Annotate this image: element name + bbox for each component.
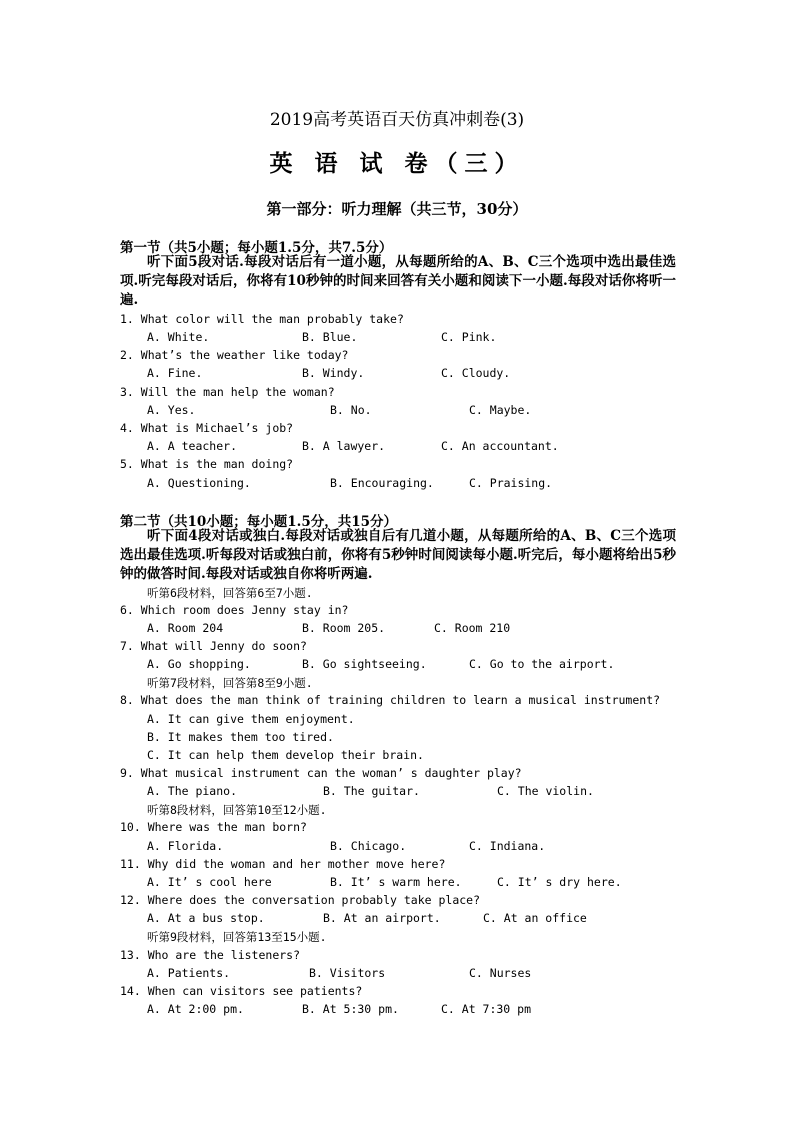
option-10a: A. Florida. xyxy=(147,839,224,853)
option-5b: B. Encouraging. xyxy=(330,476,434,490)
option-5a: A. Questioning. xyxy=(147,476,251,490)
question-12: 12. Where does the conversation probably take place? xyxy=(120,893,481,907)
option-9c: C. The violin. xyxy=(497,784,594,798)
question-8: 8. What does the man think of training children to learn a musical instrument? xyxy=(120,693,661,707)
question-4: 4. What is Michael’s job? xyxy=(120,421,294,435)
option-6c: C. Room 210 xyxy=(434,621,511,635)
option-3c: C. Maybe. xyxy=(469,403,532,417)
option-13b: B. Visitors xyxy=(309,966,386,980)
option-8b: B. It makes them too tired. xyxy=(147,730,334,744)
section2-heading: 第二节（共10小题；每小题1.5分，共15分） xyxy=(120,514,398,530)
option-14c: C. At 7:30 pm xyxy=(441,1002,532,1016)
option-14b: B. At 5:30 pm. xyxy=(302,1002,399,1016)
option-13a: A. Patients. xyxy=(147,966,231,980)
option-3a: A. Yes. xyxy=(147,403,196,417)
material-note-9: 听第9段材料，回答第13至15小题. xyxy=(147,930,327,944)
option-7a: A. Go shopping. xyxy=(147,657,251,671)
exam-title: 2019高考英语百天仿真冲刺卷(3) xyxy=(269,110,525,130)
option-11c: C. It’ s dry here. xyxy=(497,875,622,889)
option-1a: A. White. xyxy=(147,330,210,344)
question-6: 6. Which room does Jenny stay in? xyxy=(120,603,349,617)
question-3: 3. Will the man help the woman? xyxy=(120,385,335,399)
option-12c: C. At an office xyxy=(483,911,587,925)
option-7c: C. Go to the airport. xyxy=(469,657,615,671)
option-9b: B. The guitar. xyxy=(323,784,420,798)
question-9: 9. What musical instrument can the woman’ s daughter play? xyxy=(120,766,522,780)
material-note-6: 听第6段材料，回答第6至7小题. xyxy=(147,586,313,600)
section2-instructions: 听下面4段对话或独白.每段对话或独自后有几道小题，从每题所给的A、B、C三个选项选出最佳选项.听每段对话或独白前，你将有5秒钟时间阅读每小题.听完后，每小题将给出5秒钟的做答时间.每段对话或独自你将听两遍. xyxy=(120,528,676,582)
option-5c: C. Praising. xyxy=(469,476,553,490)
option-10c: C. Indiana. xyxy=(469,839,546,853)
option-3b: B. No. xyxy=(330,403,372,417)
option-13c: C. Nurses xyxy=(469,966,532,980)
option-6a: A. Room 204 xyxy=(147,621,224,635)
option-1c: C. Pink. xyxy=(441,330,497,344)
exam-subtitle: 英 语 试 卷（三） xyxy=(269,150,525,177)
option-10b: B. Chicago. xyxy=(330,839,407,853)
option-11a: A. It’ s cool here xyxy=(147,875,272,889)
option-11b: B. It’ s warm here. xyxy=(330,875,462,889)
question-5: 5. What is the man doing? xyxy=(120,457,294,471)
option-12b: B. At an airport. xyxy=(323,911,441,925)
option-8a: A. It can give them enjoyment. xyxy=(147,712,355,726)
section1-heading: 第一节（共5小题；每小题1.5分，共7.5分） xyxy=(120,240,393,256)
option-4a: A. A teacher. xyxy=(147,439,238,453)
question-10: 10. Where was the man born? xyxy=(120,820,307,834)
option-8c: C. It can help them develop their brain. xyxy=(147,748,424,762)
question-2: 2. What’s the weather like today? xyxy=(120,348,349,362)
option-2b: B. Windy. xyxy=(302,366,365,380)
material-note-7: 听第7段材料，回答第8至9小题. xyxy=(147,676,313,690)
question-14: 14. When can visitors see patients? xyxy=(120,984,363,998)
option-7b: B. Go sightseeing. xyxy=(302,657,427,671)
option-9a: A. The piano. xyxy=(147,784,238,798)
material-note-8: 听第8段材料，回答第10至12小题. xyxy=(147,803,327,817)
option-2a: A. Fine. xyxy=(147,366,203,380)
option-12a: A. At a bus stop. xyxy=(147,911,265,925)
part-heading: 第一部分：听力理解（共三节，30分） xyxy=(266,200,528,218)
option-1b: B. Blue. xyxy=(302,330,358,344)
option-2c: C. Cloudy. xyxy=(441,366,511,380)
option-4c: C. An accountant. xyxy=(441,439,559,453)
option-6b: B. Room 205. xyxy=(302,621,386,635)
question-1: 1. What color will the man probably take? xyxy=(120,312,404,326)
option-4b: B. A lawyer. xyxy=(302,439,386,453)
question-11: 11. Why did the woman and her mother move here? xyxy=(120,857,446,871)
question-13: 13. Who are the listeners? xyxy=(120,948,301,962)
question-7: 7. What will Jenny do soon? xyxy=(120,639,307,653)
option-14a: A. At 2:00 pm. xyxy=(147,1002,244,1016)
section1-instructions: 听下面5段对话.每段对话后有一道小题，从每题所给的A、B、C三个选项中选出最佳选项.听完每段对话后，你将有10秒钟的时间来回答有关小题和阅读下一小题.每段对话你将听一遍. xyxy=(120,254,676,308)
